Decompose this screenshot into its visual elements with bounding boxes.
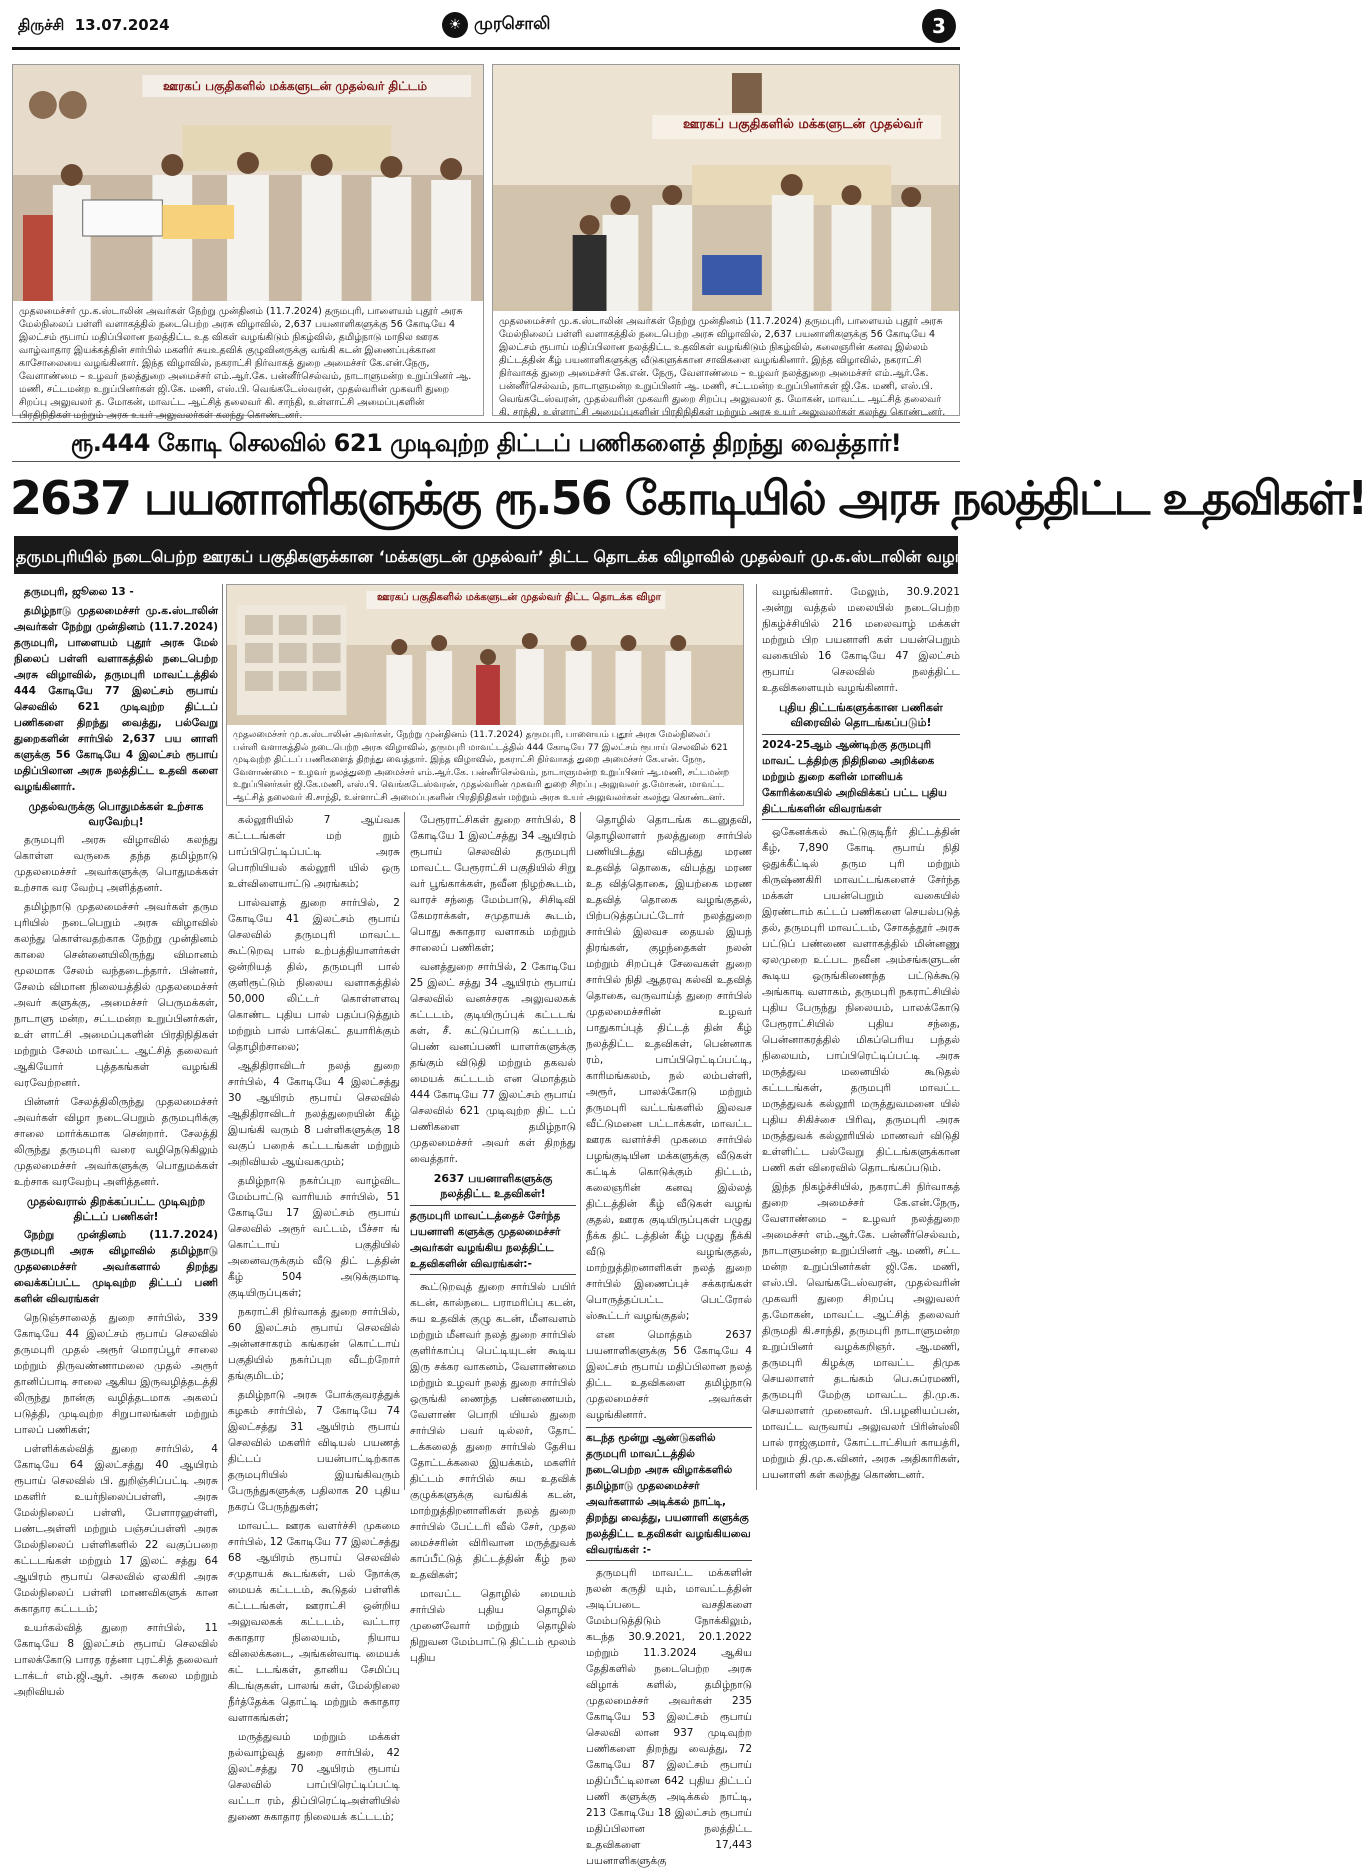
main-headline: 2637 பயனாளிகளுக்கு ரூ.56 கோடியில் அரசு நலத்திட்ட உதவிகள்!	[10, 471, 1366, 525]
paragraph: நேற்று முன்தினம் (11.7.2024) தருமபுரி அரசு விழாவில் தமிழ்நாடு முதலமைச்சர் அவர்களால் திறந்து வைக்கப்பட்ட முடிவுற்ற திட்டப் பணி களின் விவரங்கள்	[14, 1229, 218, 1305]
photo-right	[492, 64, 960, 416]
paragraph: என மொத்தம் 2637 பயனாளிகளுக்கு 56 கோடியே 4 இலட்சம் ரூபாய் மதிப்பிலான நலத் திட்ட உதவிகளை தமிழ்நாடு முதலமைச்சர் அவர்கள் வழங்கினார்.	[586, 1329, 752, 1421]
column-divider	[756, 584, 757, 1490]
paragraph: மாவட்ட தொழில் மையம் சார்பில் புதிய தொழில் முனைவோர் மற்றும் தொழில் நிறுவன மேம்பாட்டு திட்டம் மூலம் புதிய	[410, 1588, 576, 1664]
sub-headline: தருமபுரியில் நடைபெற்ற ஊரகப் பகுதிகளுக்கான ‘மக்களுடன் முதல்வர்’ திட்ட தொடக்க விழாவில் முதல்வர் மு.க.ஸ்டாலின் வழங்கினார்!	[14, 536, 958, 574]
paragraph: பால்வளத் துறை சார்பில், 2 கோடியே 41 இலட்சம் ரூபாய் செலவில் தருமபுரி மாவட்ட கூட்டுறவு பால் உற்பத்தியாளர்கள் ஒன்றியத் தில், தருமபுரி பால் குளிரூட்டும் நிலைய வளாகத்தில் 50,000 லிட்டர் கொள்ளளவு கொண்ட புதிய பால் பதப்படுத்தும் மற்றும் பால் பாக்கெட் தயாரிக்கும் தொழிற்சாலை;	[228, 897, 400, 1053]
paragraph: தமிழ்நாடு நகர்ப்புற வாழ்விட மேம்பாட்டு வாரியம் சார்பில், 51 கோடியே 17 இலட்சம் ரூபாய் செலவில் அரூர் வட்டம், பீச்சா ங் கொட்டாய் பகுதியில் அனைவருக்கும் வீடு திட் டத்தின் கீழ் 504 அடுக்குமாடி குடியிருப்புகள்;	[228, 1175, 400, 1299]
column-divider	[404, 812, 405, 1490]
article-column-1	[14, 584, 218, 1698]
article-column-3	[410, 812, 576, 1664]
photo-left	[12, 64, 484, 421]
article-column-2	[228, 812, 401, 1823]
paragraph: பள்ளிக்கல்வித் துறை சார்பில், 4 கோடியே 64 இலட்சத்து 40 ஆயிரம் ரூபாய் செலவில் பி. துறிஞ்சிப்பட்டி அரசு மகளிர் உயர்நிலைப்பள்ளி, அரசு மேல்நிலைப் பள்ளி, பேளாரஹள்ளி, பண்டஅள்ளி மற்றும் பஞ்சப்பள்ளி அரசு மேல்நிலைப் பள்ளிகளில் 22 வகுப்பறை கட்டடங்கள் மற்றும் 17 இலட் சத்து 64 ஆயிரம் ரூபாய் செலவில் ஏலகிரி அரசு மேல்நிலைப் பள்ளி மாணவிகளுக் கான சுகாதார கட்டடம்;	[14, 1443, 218, 1615]
brand	[442, 12, 551, 38]
section-heading: 2637 பயனாளிகளுக்கு நலத்திட்ட உதவிகள்!	[433, 1172, 553, 1200]
photo-center-image	[227, 585, 743, 725]
article-dateline: தருமபுரி, ஜூலை 13 -	[24, 586, 134, 598]
photo-right-image	[493, 65, 959, 311]
section-heading: முதல்வருக்கு பொதுமக்கள் உற்சாக வரவேற்பு!	[28, 800, 204, 828]
paragraph: மாவட்ட ஊரக வளர்ச்சி முகமை சார்பில், 12 கோடியே 77 இலட்சத்து 68 ஆயிரம் ரூபாய் செலவில் சமுதாயக் கூடங்கள், பல் நோக்கு மையக் கட்டடம், கூடுதல் பள்ளிக் கட்டடங்கள், ஊராட்சி ஒன்றிய அலுவலகக் கட்டடம், வட்டார சுகாதார நிலையம், நியாய விலைக்கடை, அங்கன்வாடி மையக் கட் டடங்கள், தானிய சேமிப்பு கிடங்குகள், பாலங் கள், மேல்நிலை நீர்த்தேக்க தொட்டி மற்றும் சுகாதார வளாகங்கள்;	[228, 1520, 401, 1724]
paragraph: தமிழ்நாடு முதலமைச்சர் அவர்கள் தரும புரியில் நடைபெறும் அரசு விழாவில் கலந்து கொள்வதற்காக நேற்று முன்தினம் காலை சென்னையிலிருந்து விமானம் மூலமாக சேலம் வந்தடைந்தார். பின்னர், சேலம் விமான நிலையத்தில் முதலமைச்சர் அவர் களுக்கு, அமைச்சர் பெருமக்கள், நாடாளு மன்ற, சட்டமன்ற உறுப்பினர்கள், உள் ளாட்சி அமைப்புகளின் பிரதிநிதிகள் மற்றும் சேலம் மாவட்ட ஆட்சித் தலைவர் ஆகியோர் புத்தகங்கள் வழங்கி வரவேற்றனர்.	[14, 901, 218, 1089]
section-heading: முதல்வரால் திறக்கப்பட்ட முடிவுற்ற திட்டப் பணிகள்!	[26, 1195, 206, 1223]
paragraph: தொழில் தொடங்க கடனுதவி, தொழிலாளர் நலத்துறை சார்பில் பணியிடத்து விபத்து மரண உதவித் தொகை, விபத்து மரண உத வித்தொகை, இயற்கை மரண உதவித் தொகை வழங்குதல், பிற்படுத்தப்பட்டோர் நலத்துறை சார்பில் இலவச தையல் இயந் திரங்கள், குழந்தைகள் நலன் மற்றும் சிறப்புச் சேவைகள் துறை சார்பில் நிதி ஆதரவு கல்வி உதவித் தொகை, வருவாய்த் துறை சார்பில் முதலமைச்சரின் உழவர் பாதுகாப்புத் திட்டத் தின் கீழ் நலத்திட்ட உதவிகள், பென்னாக ரம், பாப்பிரெட்டிப்பட்டி, காரிமங்கலம், நல் லம்பள்ளி, அரூர், பாலக்கோடு மற்றும் தருமபுரி வட்டங்களில் இலவச வீட்டுமனை பட்டாக்கள், மாவட்ட ஊரக வளர்ச்சி முகமை சார்பில் பழங்குடியின மக்களுக்கு வீடுகள் கட்டிக் கொடுக்கும் திட்டம், கலைஞரின் கனவு இல்லத் திட்டத்தின் கீழ் வீடுகள் வழங் குதல், ஊரக குடியிருப்புகள் பழுது நீக்க திட் டத்தின் கீழ் பழுது நீக்கி வீடு வழங்குதல், மாற்றுத்திறனாளிகள் நலத் துறை சார்பில் இணைப்புச் சக்கரங்கள் பொருத்தப்பட்ட பெட்ரோல் ஸ்கூட்டர் வழங்குதல்;	[586, 814, 752, 1322]
brand-name: முரசொலி	[474, 14, 551, 34]
photo-center-caption: முதலமைச்சர் மு.க.ஸ்டாலின் அவர்கள், நேற்று முன்தினம் (11.7.2024) தருமபுரி, பாளையம் புதூர் அரசு மேல்நிலைப் பள்ளி வளாகத்தில் நடைபெற்ற அரசு விழாவில், தருமபுரி மாவட்டத்தில் 444 கோடியே 77 இலட்சம் ரூபாய் செலவில் 621 முடிவுற்ற திட்டப் பணிகளைத் திறந்து வைத்தார். இந்த விழாவில், நகராட்சி நிர்வாகத் துறை அமைச்சர் கே.என். நேரு, வேளாண்மை – உழவர் நலத்துறை அமைச்சர் எம்.ஆர்.கே. பன்னீர்செல்வம், நாடாளுமன்ற உறுப்பினர் ஆ.மணி, சட்டமன்ற உறுப்பினர்கள் ஜி.கே.மணி, எஸ்.பி. வெங்கடேஸ்வரன், முதல்வரின் முகவரி துறை சிறப்பு அலுவலர் த.மோகன், மாவட்ட ஆட்சித் தலைவர் கி.சாந்தி, உள்ளாட்சி அமைப்புகளின் பிரதிநிதிகள் மற்றும் அரசு உயர் அலுவலர்கள் கலந்து கொண்டனர்.	[227, 725, 743, 805]
article-column-4	[586, 812, 752, 1867]
photo-left-image	[13, 65, 483, 301]
column-divider	[580, 812, 581, 1490]
header-city: திருச்சி	[18, 16, 65, 34]
header-date: 13.07.2024	[74, 16, 170, 34]
section-heading: புதிய திட்டங்களுக்கான பணிகள் விரைவில் தொடங்கப்படும்!	[779, 701, 943, 729]
paragraph: ஒகேனக்கல் கூட்டுகுடிநீர் திட்டத்தின் கீழ், 7,890 கோடி ரூபாய் நிதி ஒதுக்கீட்டில் தரும புரி மற்றும் கிருஷ்ணகிரி மாவட்டங்களைச் சேர்ந்த மக்கள் பயன்பெறும் வகையில் இரண்டாம் கட்டப் பணிகளை செயல்படுத் தல், தருமபுரி மாவட்டம், சோகத்தூர் அரசு பட்டுப் பண்ணை வளாகத்தில் மின்னணு ஏலமுறை உட்பட நவீன அம்சங்களுடன் கூடிய ஒருங்கிணைந்த பட்டுக்கூடு அங்காடி வளாகம், தருமபுரி நகராட்சியில் புதிய பேருந்து நிலையம், பாலக்கோடு பேரூராட்சியில் புதிய சந்தை, பென்னாகரத்தில் மிகப்பெரிய பந்தல் நிலையம், பாப்பிரெட்டிப்பட்டி அரசு மருத்துவ மனையில் கூடுதல் கட்டடங்கள், தருமபுரி மாவட்ட மருத்துவக் கல்லூரி மருத்துவமனை யில் புதிய சிகிச்சை பிரிவு, தருமபுரி அரசு மருத்துவக் கல்லூரியில் மாணவர் விடுதி உள்ளிட்ட பல்வேறு திட்டங்களுக்கான பணி கள் விரைவில் தொடங்கப்படும்.	[762, 826, 960, 1174]
paragraph: தமிழ்நாடு அரசு போக்குவரத்துக் கழகம் சார்பில், 7 கோடியே 74 இலட்சத்து 31 ஆயிரம் ரூபாய் செலவில் மகளிர் விடியல் பயணத் திட்டப் பயன்பாட்டிற்காக தருமபுரியில் இயங்கிவரும் பேருந்துகளுக்கு பதிலாக 20 புதிய நகரப் பேருந்துகள்;	[228, 1389, 400, 1513]
boxed-subheading: 2024-25ஆம் ஆண்டிற்கு தருமபுரி மாவட் டத்திற்கு நிதிநிலை அறிக்கை மற்றும் துறை களின் மானியக் கோரிக்கையில் அறிவிக்கப் பட்ட புதிய திட்டங்களின் விவரங்கள்	[762, 734, 960, 820]
article-lede: தமிழ்நாடு முதலமைச்சர் மு.க.ஸ்டாலின் அவர்கள் நேற்று முன்தினம் (11.7.2024) தருமபுரி, பாளையம் புதூர் அரசு மேல் நிலைப் பள்ளி வளாகத்தில் நடைபெற்ற அரசு விழாவில், தருமபுரி மாவட்டத்தில் 444 கோடியே 77 இலட்சம் ரூபாய் செலவில் 621 முடிவுற்ற திட்டப் பணிகளை திறந்து வைத்து, பல்வேறு துறைகளின் சார்பில் 2,637 பய னாளி களுக்கு 56 கோடியே 4 இலட்சம் ரூபாய் மதிப்பிலான அரசு நலத்திட்ட உதவி களை வழங்கினார்.	[14, 605, 218, 793]
rising-sun-logo-icon: ☀	[442, 12, 468, 38]
paragraph: நெடுஞ்சாலைத் துறை சார்பில், 339 கோடியே 44 இலட்சம் ரூபாய் செலவில் தருமபுரி முதல் அரூர் மொரப்பூர் சாலை மற்றும் திருவண்ணாமலை முதல் அரூர் தானிப்பாடி சாலை ஆகிய இருவழித்தடத்தி லிருந்து நான்கு வழித்தடமாக அகலப் படுத்தி, முடிவுற்ற சிறுபாலங்கள் மற்றும் பாலப் பணிகள்;	[14, 1312, 218, 1436]
photo-center	[226, 584, 744, 806]
boxed-subheading: தருமபுரி மாவட்டத்தைச் சேர்ந்த பயனாளி களுக்கு முதலமைச்சர் அவர்கள் வழங்கிய நலத்திட்ட உதவிகளின் விவரங்கள்:-	[410, 1205, 576, 1275]
paragraph: பின்னர் சேலத்திலிருந்து முதலமைச்சர் அவர்கள் விழா நடைபெறும் தருமபுரிக்கு சாலை மார்க்கமாக சென்றார். சேலத்தி லிருந்து தருமபுரி வரை வழிநெடுகிலும் முதலமைச்சர் அவர்களுக்கு பொதுமக்கள் உற்சாக வரவேற்பு அளித்தனர்.	[14, 1096, 218, 1188]
header-city-date	[18, 16, 170, 36]
photo-left-caption: முதலமைச்சர் மு.க.ஸ்டாலின் அவர்கள் நேற்று முன்தினம் (11.7.2024) தருமபுரி, பாளையம் புதூர் அரசு மேல்நிலைப் பள்ளி வளாகத்தில் நடைபெற்ற அரசு விழாவில், 2,637 பயனாளிகளுக்கு 56 கோடியே 4 இலட்சம் ரூபாய் மதிப்பிலான நலத்திட்ட உத விகள் வழங்கிடும் நிகழ்வில், தமிழ்நாடு மாநில ஊரக வாழ்வாதார இயக்கத்தின் சார்பில் மகளிர் சுயஉதவிக் குழுவினருக்கு வங்கி கடன் இணைப்புக்கான காசோலையை வழங்கினார். இந்த விழாவில், நகராட்சி நிர்வாகத் துறை அமைச்சர் கே.என்.நேரு, வேளாண்மை – உழவர் நலத்துறை அமைச்சர் எம்.ஆர்.கே. பன்னீர்செல்வம், நாடாளுமன்ற உறுப்பினர் ஆ. மணி, சட்டமன்ற உறுப்பினர்கள் ஜி.கே. மணி, எஸ்.பி. வெங்கடேஸ்வரன், முதல்வரின் முகவரி துறை சிறப்பு அலுவலர் த. மோகன், மாவட்ட ஆட்சித் தலைவர் கி. சாந்தி, உள்ளாட்சி அமைப்புகளின் பிரதிநிதிகள் மற்றும் அரசு உயர் அலுவலர்கள் கலந்து கொண்டனர்.	[13, 301, 483, 415]
paragraph: நகராட்சி நிர்வாகத் துறை சார்பில், 60 இலட்சம் ரூபாய் செலவில் அன்னசாகரம் கங்கரன் கொட்டாய் பகுதியில் நகர்ப்புற வீடற்றோர் தங்குமிடம்;	[228, 1306, 400, 1382]
paragraph: கூட்டுறவுத் துறை சார்பில் பயிர் கடன், கால்நடை பராமரிப்பு கடன், சுய உதவிக் குழு கடன், மீனவளம் மற்றும் மீனவர் நலத் துறை சார்பில் குளிர்காப்பு பெட்டியுடன் கூடிய இரு சக்கர வாகனம், வேளாண்மை மற்றும் உழவர் நலத் துறை சார்பில் ஒருங்கி ணைந்த பண்ணையம், வேளாண் பொறி யியல் துறை சார்பில் பவர் டில்லர், தோட் டக்கலைத் துறை சார்பில் தேசிய தோட்டக்கலை இயக்கம், மகளிர் திட்டம் சார்பில் சுய உதவிக் குழுக்களுக்கு வங்கிக் கடன், மாற்றுத்திறனாளிகள் நலத் துறை சார்பில் பேட்டரி வீல் சேர், முதல மைச்சரின் விரிவான மருத்துவக் காப்பீட்டுத் திட்டத்தின் கீழ் நல உதவிகள்;	[410, 1281, 576, 1581]
photo-right-caption: முதலமைச்சர் மு.க.ஸ்டாலின் அவர்கள் நேற்று முன்தினம் (11.7.2024) தருமபுரி, பாளையம் புதூர் அரசு மேல்நிலைப் பள்ளி வளாகத்தில் நடைபெற்ற அரசு விழாவில், 2,637 பயனாளிகளுக்கு 56 கோடியே 4 இலட்சம் ரூபாய் மதிப்பிலான நலத்திட்ட உதவிகள் வழங்கிடும் நிகழ்வில், கலைஞரின் கனவு இல்லம் திட்டத்தின் கீழ் பயனாளிகளுக்கு வீடுகளுக்கான சாவிகளை வழங்கினார். இந்த விழாவில், நகராட்சி நிர்வாகத் துறை அமைச்சர் கே.என். நேரு, வேளாண்மை – உழவர் நலத்துறை அமைச்சர் எம்.ஆர்.கே. பன்னீர்செல்வம், நாடாளுமன்ற உறுப்பினர் ஆ. மணி, சட்டமன்ற உறுப்பினர்கள் ஜி.கே. மணி, எஸ்.பி. வெங்கடேஸ்வரன், முதல்வரின் முகவரி துறை சிறப்பு அலுவலர் த. மோகன், மாவட்ட ஆட்சித் தலைவர் கி. சாந்தி, உள்ளாட்சி அமைப்புகளின் பிரதிநிதிகள் மற்றும் அரசு உயர் அலுவலர்கள் கலந்து கொண்டனர்.	[493, 311, 959, 415]
paragraph: வனத்துறை சார்பில், 2 கோடியே 25 இலட் சத்து 34 ஆயிரம் ரூபாய் செலவில் வனச்சரக அலுவலகக் கட்டடம், குடியிருப்புக் கட்டடங் கள், சீ. கட்டுப்பாடு கட்டடம், பெண் வனப்பணி யாளர்களுக்கு தங்கும் விடுதி மற்றும் தகவல் மையக் கட்டடம் என மொத்தம் 444 கோடியே 77 இலட்சம் ரூபாய் செலவில் 621 முடிவுற்ற திட் டப் பணிகளை தமிழ்நாடு முதலமைச்சர் அவர் கள் திறந்து வைத்தார்.	[410, 961, 576, 1165]
kicker-headline: ரூ.444 கோடி செலவில் 621 முடிவுற்ற திட்டப் பணிகளைத் திறந்து வைத்தார்!	[12, 422, 960, 462]
boxed-subheading: கடந்த மூன்று ஆண்டுகளில் தருமபுரி மாவட்டத்தில் நடைபெற்ற அரசு விழாக்களில் தமிழ்நாடு முதலமைச்சர் அவர்களால் அடிக்கல் நாட்டி, திறந்து வைத்து, பயனாளி களுக்கு நலத்திட்ட உதவிகள் வழங்கியவை விவரங்கள் :-	[586, 1427, 752, 1561]
article-column-5	[762, 584, 960, 1490]
column-divider	[222, 584, 223, 1490]
paragraph: உயர்கல்வித் துறை சார்பில், 11 கோடியே 8 இலட்சம் ரூபாய் செலவில் பாலக்கோடு பாரத ரத்னா புரட்சித் தலைவர் டாக்டர் எம்.ஜி.ஆர். அரசு கலை மற்றும் அறிவியல்	[14, 1622, 218, 1698]
paragraph: இந்த நிகழ்ச்சியில், நகராட்சி நிர்வாகத் துறை அமைச்சர் கே.என்.நேரு, வேளாண்மை – உழவர் நலத்துறை அமைச்சர் எம்.ஆர்.கே. பன்னீர்செல்வம், நாடாளுமன்ற உறுப்பினர் ஆ. மணி, சட்ட மன்ற உறுப்பினர்கள் ஜி.கே. மணி, எஸ்.பி. வெங்கடேஸ்வரன், முதல்வரின் முகவரி துறை சிறப்பு அலுவலர் த.மோகன், மாவட்ட ஆட்சித் தலைவர் திருமதி கி.சாந்தி, தருமபுரி நாடாளுமன்ற உறுப்பினர் வழக்கறிஞர். ஆ.மணி, தருமபுரி கிழக்கு மாவட்ட திமுக செயலாளர் தடங்கம் பெ.சுப்ரமணி, தருமபுரி மேற்கு மாவட்ட தி.மு.க. செயலாளர் முனைவர். பி.பழனியப்பன், மாவட்ட வருவாய் அலுவலர் பிரின்ஸ்லி பால் ராஜ்குமார், கோட்டாட்சியர் காயத்ரி, மற்றும் தி.மு.க.வினர், அரசு அதிகாரிகள், பயனாளி கள் கலந்து கொண்டனர்.	[762, 1181, 960, 1481]
paragraph: வழங்கினார். மேலும், 30.9.2021 அன்று வத்தல் மலையில் நடைபெற்ற நிகழ்ச்சியில் 216 மலைவாழ் மக்கள் மற்றும் பிற பயனாளி கள் பயன்பெறும் வகையில் 16 கோடியே 47 இலட்சம் ரூபாய் செலவில் நலத்திட்ட உதவிகளையும் வழங்கினார்.	[762, 586, 960, 694]
photo-center-banner: ஊரகப் பகுதிகளில் மக்களுடன் முதல்வர் திட்ட தொடக்க விழா	[377, 592, 661, 603]
paragraph: தருமபுரி மாவட்ட மக்களின் நலன் கருதி யும், மாவட்டத்தின் அடிப்படை வசதிகளை மேம்படுத்திடும் நோக்கிலும், கடந்த 30.9.2021, 20.1.2022 மற்றும் 11.3.2024 ஆகிய தேதிகளில் நடைபெற்ற அரசு விழாக் களில், தமிழ்நாடு முதலமைச்சர் அவர்கள் 235 கோடியே 53 இலட்சம் ரூபாய் செலவி லான 937 முடிவுற்ற பணிகளை திறந்து வைத்து, 72 கோடியே 87 இலட்சம் ரூபாய் மதிப்பீட்டிலான 642 புதிய திட்டப் பணி களுக்கு அடிக்கல் நாட்டி, 213 கோடியே 18 இலட்சம் ரூபாய் மதிப்பிலான நலத்திட்ட உதவிகளை 17,443 பயனாளிகளுக்கு	[586, 1567, 752, 1867]
paragraph: ஆதிதிராவிடர் நலத் துறை சார்பில், 4 கோடியே 4 இலட்சத்து 30 ஆயிரம் ரூபாய் செலவில் ஆதிதிராவிடர் நலத்துறையின் கீழ் இயங்கி வரும் 8 பள்ளிகளுக்கு 18 வகுப் பறைக் கட்டடங்கள் மற்றும் அறிவியல் ஆய்வகமும்;	[228, 1060, 400, 1168]
photo-right-banner: ஊரகப் பகுதிகளில் மக்களுடன் முதல்வர்	[683, 117, 923, 132]
paragraph: தருமபுரி அரசு விழாவில் கலந்து கொள்ள வருகை தந்த தமிழ்நாடு முதலமைச்சர் அவர்களுக்கு பொதுமக்கள் உற்சாக வர வேற்பு அளித்தனர்.	[14, 834, 218, 894]
paragraph: மருத்துவம் மற்றும் மக்கள் நல்வாழ்வுத் துறை சார்பில், 42 இலட்சத்து 70 ஆயிரம் ரூபாய் செலவில் பாப்பிரெட்டிப்பட்டி வட்டா ரம், திப்பிரெட்டிஅள்ளியில் துணை சுகாதார நிலையக் கட்டடம்;	[228, 1731, 400, 1823]
page-number: 3	[922, 9, 956, 43]
photo-left-banner: ஊரகப் பகுதிகளில் மக்களுடன் முதல்வர் திட்டம்	[163, 79, 427, 93]
page-header	[12, 6, 960, 50]
paragraph: கல்லூரியில் 7 ஆய்வக கட்டடங்கள் மற் றும் பாப்பிரெட்டிப்பட்டி அரசு பொறியியல் கல்லூரி யில் ஒரு உள்விளையாட்டு அரங்கம்;	[228, 814, 400, 890]
paragraph: பேரூராட்சிகள் துறை சார்பில், 8 கோடியே 1 இலட்சத்து 34 ஆயிரம் ரூபாய் செலவில் தருமபுரி மாவட்ட பேரூராட்சி பகுதியில் சிறு வர் பூங்காக்கள், நவீன நிழற்கூடம், வாரச் சந்தை மேம்பாடு, சிசிடிவி கேமராக்கள், சமுதாயக் கூடம், பொது சுகாதார வளாகம் மற்றும் சாலைப் பணிகள்;	[410, 814, 576, 954]
